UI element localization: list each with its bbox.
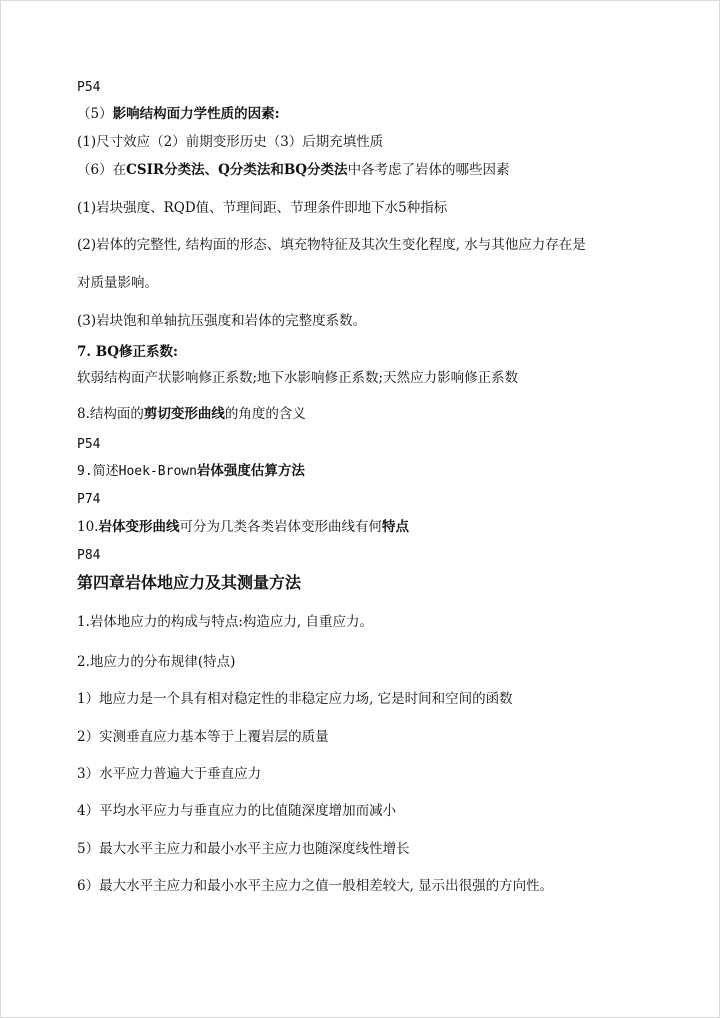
question-7: 7. BQ修正系数: bbox=[77, 344, 178, 360]
question-prefix: 8.结构面的 bbox=[77, 406, 144, 422]
answer-text: (1)尺寸效应（2）前期变形历史（3）后期充填性质 bbox=[77, 134, 384, 150]
list-item: 6）最大水平主应力和最小水平主应力之值一般相差较大, 显示出很强的方向性。 bbox=[77, 878, 554, 894]
question-prefix: （6）在 bbox=[77, 162, 127, 178]
question-suffix: 的角度的含义 bbox=[224, 406, 306, 422]
page-ref: P54 bbox=[77, 80, 101, 95]
question-text: 影响结构面力学性质的因素: bbox=[112, 106, 280, 122]
question-9 bbox=[77, 462, 699, 481]
question-8 bbox=[77, 405, 699, 423]
question-keyword: 剪切变形曲线 bbox=[143, 406, 225, 422]
list-item: 4）平均水平应力与垂直应力的比值随深度增加而减小 bbox=[77, 803, 397, 819]
question-6 bbox=[77, 161, 699, 179]
list-item: 3）水平应力普遍大于垂直应力 bbox=[77, 766, 262, 782]
answer-text: (1)岩块强度、RQD值、节理间距、节理条件即地下水5种指标 bbox=[77, 200, 448, 216]
question-suffix: 中各考虑了岩体的哪些因素 bbox=[347, 162, 510, 178]
answer-text: 软弱结构面产状影响修正系数;地下水影响修正系数;天然应力影响修正系数 bbox=[77, 370, 519, 386]
question-keyword: 特点 bbox=[381, 519, 409, 535]
answer-text: 对质量影响。 bbox=[77, 275, 158, 291]
question-keyword: 岩体强度估算方法 bbox=[196, 463, 305, 479]
list-item: 1.岩体地应力的构成与特点:构造应力, 自重应力。 bbox=[77, 614, 374, 630]
answer-text: (3)岩块饱和单轴抗压强度和岩体的完整度系数。 bbox=[77, 313, 367, 329]
question-number: 10. bbox=[77, 519, 99, 535]
chapter-heading: 第四章岩体地应力及其测量方法 bbox=[77, 573, 302, 592]
question-number: （5） bbox=[77, 106, 113, 122]
page-ref: P84 bbox=[77, 548, 101, 563]
question-10 bbox=[77, 518, 699, 536]
list-item: 1）地应力是一个具有相对稳定性的非稳定应力场, 它是时间和空间的函数 bbox=[77, 691, 513, 707]
list-item: 2.地应力的分布规律(特点) bbox=[77, 654, 236, 670]
question-middle: 可分为几类各类岩体变形曲线有何 bbox=[179, 519, 382, 535]
answer-text: (2)岩体的完整性, 结构面的形态、填充物特征及其次生变化程度, 水与其他应力存在是 bbox=[77, 237, 586, 253]
question-5 bbox=[77, 105, 699, 123]
list-item: 5）最大水平主应力和最小水平主应力也随深度线性增长 bbox=[77, 841, 410, 857]
list-item: 2）实测垂直应力基本等于上覆岩层的质量 bbox=[77, 729, 329, 745]
page-ref: P74 bbox=[77, 492, 101, 507]
question-keyword: CSIR分类法、Q分类法和BQ分类法 bbox=[126, 162, 348, 178]
question-prefix: 9.简述Hoek-Brown bbox=[77, 464, 197, 479]
question-keyword: 岩体变形曲线 bbox=[98, 519, 180, 535]
page-ref: P54 bbox=[77, 437, 101, 452]
